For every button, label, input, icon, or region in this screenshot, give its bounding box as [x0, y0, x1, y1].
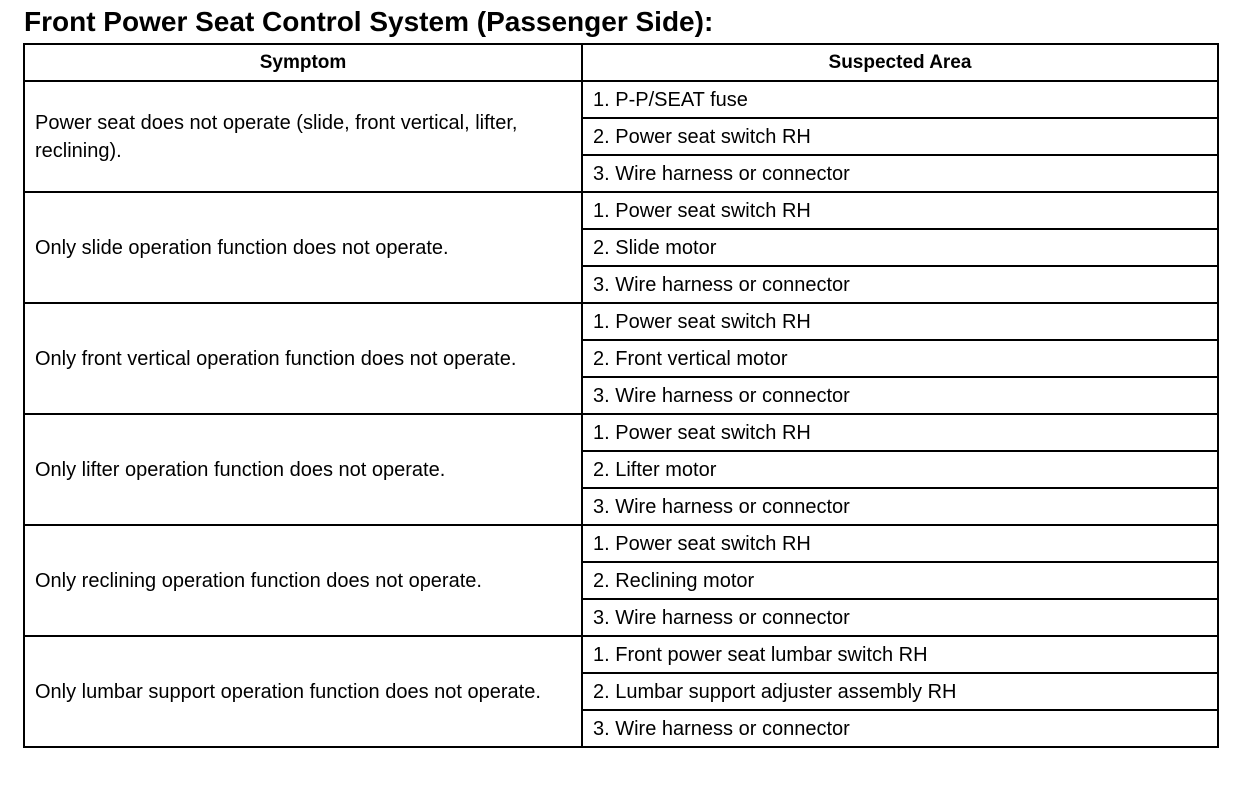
symptom-cell: Only slide operation function does not operate. — [24, 192, 582, 303]
table-row — [24, 192, 1218, 229]
suspected-area-cell: 3. Wire harness or connector — [582, 710, 1218, 747]
suspected-area-cell: 1. P-P/SEAT fuse — [582, 81, 1218, 118]
suspected-area-cell: 2. Slide motor — [582, 229, 1218, 266]
suspected-area-cell: 1. Front power seat lumbar switch RH — [582, 636, 1218, 673]
suspected-area-cell: 2. Reclining motor — [582, 562, 1218, 599]
symptom-cell: Only front vertical operation function does not operate. — [24, 303, 582, 414]
table-row — [24, 636, 1218, 673]
suspected-area-cell: 3. Wire harness or connector — [582, 599, 1218, 636]
table-row — [24, 525, 1218, 562]
suspected-area-cell: 2. Lifter motor — [582, 451, 1218, 488]
suspected-area-cell: 3. Wire harness or connector — [582, 488, 1218, 525]
suspected-area-cell: 1. Power seat switch RH — [582, 525, 1218, 562]
suspected-area-cell: 3. Wire harness or connector — [582, 266, 1218, 303]
symptom-cell: Only lifter operation function does not operate. — [24, 414, 582, 525]
suspected-area-column-header: Suspected Area — [582, 44, 1218, 81]
page-title: Front Power Seat Control System (Passenger Side): — [24, 6, 714, 37]
symptom-column-header: Symptom — [24, 44, 582, 81]
symptom-cell: Only reclining operation function does not operate. — [24, 525, 582, 636]
suspected-area-cell: 2. Lumbar support adjuster assembly RH — [582, 673, 1218, 710]
suspected-area-cell: 1. Power seat switch RH — [582, 192, 1218, 229]
suspected-area-cell: 1. Power seat switch RH — [582, 303, 1218, 340]
suspected-area-cell: 3. Wire harness or connector — [582, 155, 1218, 192]
suspected-area-cell: 2. Power seat switch RH — [582, 118, 1218, 155]
table-row — [24, 303, 1218, 340]
symptom-table — [23, 43, 1219, 748]
suspected-area-cell: 3. Wire harness or connector — [582, 377, 1218, 414]
table-row — [24, 81, 1218, 118]
table-row — [24, 414, 1218, 451]
table-header-row — [24, 44, 1218, 81]
symptom-cell: Power seat does not operate (slide, front vertical, lifter, reclining). — [24, 81, 582, 192]
symptom-cell: Only lumbar support operation function does not operate. — [24, 636, 582, 747]
suspected-area-cell: 2. Front vertical motor — [582, 340, 1218, 377]
suspected-area-cell: 1. Power seat switch RH — [582, 414, 1218, 451]
